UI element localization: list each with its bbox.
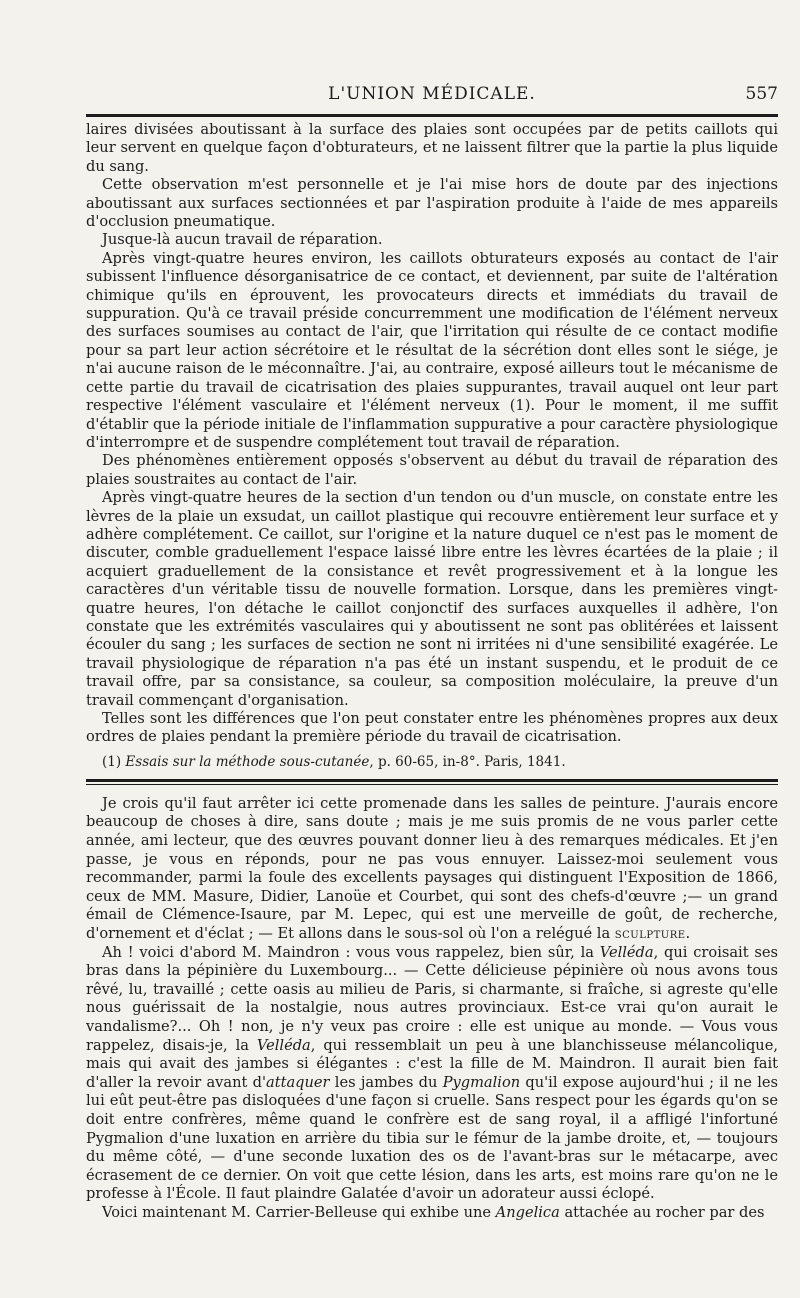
feuilleton-text: qu'il expose aujourd'hui ; il ne les lui eût peut-être pas disloquées d'une façon si cruelle. Sans respect pour les égards qu'on se doit entre confrères, même quand le confrère est de sang royal, il a affligé l'infortuné Pygmalion d'une luxation en arrière du tibia sur le fémur de la jambe droite, et, — toujours du même côté, — d'une seconde luxation des os de l'avant-bras sur le métacarpe, avec écrasement de ce dernier. On voit que cette lésion, dans les arts, est moins rare qu'on ne le professe à l'École. Il faut plaindre Galatée d'avoir un adorateur aussi éclopé. — [86, 1073, 778, 1203]
article-body — [86, 121, 778, 771]
running-title: L'UNION MÉDICALE. — [328, 84, 536, 104]
feuilleton-text: Ah ! voici d'abord M. Maindron : vous vous rappelez, bien sûr, la — [102, 943, 600, 961]
feuilleton-body — [86, 795, 778, 1223]
article-paragraph: Telles sont les différences que l'on peut constater entre les phénomènes propres aux deux ordres de plaies pendant la première période du travail de cicatrisation. — [86, 710, 778, 746]
page-number: 557 — [745, 84, 778, 104]
article-paragraph: Jusque-là aucun travail de réparation. — [102, 231, 383, 249]
sculpture-word: sculpture. — [614, 924, 691, 942]
title-velleda: Velléda — [599, 943, 654, 961]
feuilleton-text: Voici maintenant M. Carrier-Belleuse qui exhibe une — [102, 1203, 496, 1221]
feuilleton-paragraph — [86, 1204, 778, 1223]
feuilleton-text: Je crois qu'il faut arrêter ici cette promenade dans les salles de peinture. J'aurais encore beaucoup de choses à dire, sans doute ; mais je me suis promis de ne vous parler cette année, ami lecteur, que des œuvres pouvant donner lieu à des remarques médicales. Et j'en passe, je vous en réponds, pour ne pas vous ennuyer. Laissez-moi seulement vous recommander, parmi la foule des excellents paysages qui distinguent l'Exposition de 1866, ceux de MM. Masure, Didier, Lanoüe et Courbet, qui sont des chefs-d'œuvre ;— un grand émail de Clémence-Isaure, par M. Lepec, qui est une merveille de goût, de recherche, d'ornement et d'éclat ; — Et allons dans le sous-sol où l'on a relégué la — [86, 794, 778, 942]
footnote-rest: , p. 60-65, in-8°. Paris, 1841. — [369, 753, 566, 770]
footnote — [86, 753, 778, 771]
article-paragraph: Des phénomènes entièrement opposés s'observent au début du travail de réparation des plaies soustraites au contact de l'air. — [86, 452, 778, 488]
title-velleda: Velléda — [256, 1036, 311, 1054]
page-header — [86, 84, 778, 110]
article-paragraph: Après vingt-quatre heures environ, les caillots obturateurs exposés au contact de l'air subissent l'influence désorganisatrice de ce contact, et deviennent, par suite de l'altération chimique qu'ils en éprouvent, les provocateurs directs et immédiats du travail de suppuration. Qu'à ce travail préside concurremment une modification de l'élément nerveux des surfaces soumises au contact de l'air, que l'irritation qui résulte de ce contact modifie pour sa part leur action sécrétoire et le résultat de la sécrétion dont elles sont le siége, je n'ai aucune raison de le méconnaître. J'ai, au contraire, exposé ailleurs tout le mécanisme de cette partie du travail de cicatrisation des plaies suppurantes, travail auquel ont leur part respective l'élément vasculaire et l'élément nerveux (1). Pour le moment, il me suffit d'établir que la période initiale de l'inflammation suppurative a pour caractère physiologique d'interrompre et de suspendre complétement tout travail de réparation. — [86, 249, 778, 451]
header-rule — [86, 114, 778, 117]
feuilleton-text: les jambes du — [329, 1073, 443, 1091]
italic-attaquer: attaquer — [266, 1073, 330, 1091]
feuilleton-text: attachée au rocher par des — [559, 1203, 765, 1221]
article-paragraph: laires divisées aboutissant à la surface des plaies sont occupées par de petits caillots qui leur servent en quelque façon d'obturateurs, et ne laissent filtrer que la partie la plus liquide du sang. — [86, 121, 778, 175]
title-angelica: Angelica — [495, 1203, 560, 1221]
feuilleton-paragraph — [86, 944, 778, 1204]
article-paragraph: Après vingt-quatre heures de la section d'un tendon ou d'un muscle, on constate entre les lèvres de la plaie un exsudat, un caillot plastique qui recouvre entièrement leur surface et y adhère complétement. Ce caillot, sur l'origine et la nature duquel ce n'est pas le moment de discuter, comble graduellement l'espace laissé libre entre les lèvres écartées de la plaie ; il acquiert graduellement de la consistance et revêt progressivement et à la longue les caractères d'un véritable tissu de nouvelle formation. Lorsque, dans les premières vingt-quatre heures, l'on détache le caillot conjonctif des surfaces auxquelles il adhère, l'on constate que les extrémités vasculaires qui y aboutissent ne sont pas oblitérées et laissent écouler du sang ; les surfaces de section ne sont ni irritées ni d'une sensibilité exagérée. Le travail physiologique de réparation n'a pas été un instant suspendu, et le produit de ce travail offre, par sa consistance, sa couleur, sa composition moléculaire, la preuve d'un travail commençant d'organisation. — [86, 489, 778, 709]
title-pygmalion: Pygmalion — [442, 1073, 521, 1091]
feuilleton-separator — [86, 779, 778, 785]
footnote-marker: (1) — [102, 753, 122, 770]
footnote-title: Essais sur la méthode sous-cutanée — [125, 753, 370, 770]
article-paragraph: Cette observation m'est personnelle et je l'ai mise hors de doute par des injections aboutissant aux surfaces sectionnées et par l'aspiration produite à l'aide de mes appareils d'occlusion pneumatique. — [86, 176, 778, 231]
feuilleton-paragraph — [86, 795, 778, 944]
feuilleton-text: , qui ressemblait un peu à une blanchisseuse mélancolique, mais qui avait des jambes si élégantes : c'est la fille de M. Maindron. Il aurait bien fait d'aller la revoir avant d' — [86, 1036, 778, 1091]
feuilleton-text: , qui croisait ses bras dans la pépinière du Luxembourg... — Cette délicieuse pépinière où nous avons tous rêvé, lu, travaillé ; cette oasis au milieu de Paris, si charmante, si fraîche, si agreste qu'elle nous guérissait de la nostalgie, nous autres provinciaux. Est-ce vrai qu'on aurait le vandalisme?... Oh ! non, je n'y veux pas croire : elle est unique au monde. — Vous vous rappelez, disais-je, la — [86, 943, 779, 1054]
